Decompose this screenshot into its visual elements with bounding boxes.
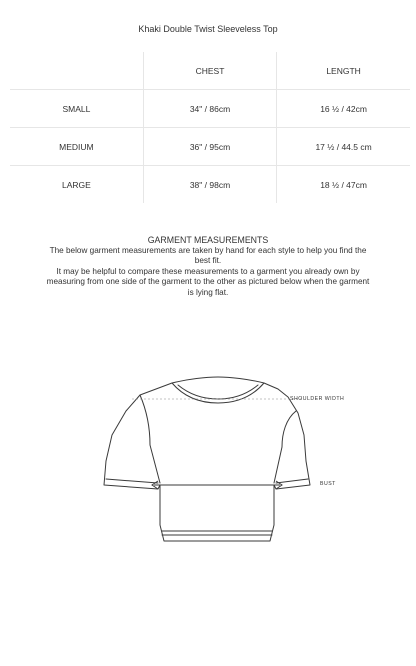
table-row	[10, 128, 410, 166]
chest-cell: 36" / 95cm	[143, 128, 276, 166]
size-cell: MEDIUM	[10, 128, 143, 166]
table-header-cell	[10, 52, 143, 90]
size-cell: LARGE	[10, 166, 143, 204]
table-header-row	[10, 52, 410, 90]
chest-cell: 38" / 98cm	[143, 166, 276, 204]
bust-label: BUST	[320, 481, 336, 487]
measurement-notes	[45, 235, 371, 299]
size-cell: SMALL	[10, 90, 143, 128]
length-cell: 18 ½ / 47cm	[277, 166, 410, 204]
page-title: Khaki Double Twist Sleeveless Top	[138, 24, 278, 34]
collar-outer	[172, 383, 264, 403]
length-cell: 17 ½ / 44.5 cm	[277, 128, 410, 166]
chest-cell: 34" / 86cm	[143, 90, 276, 128]
table-row	[10, 90, 410, 128]
length-cell: 16 ½ / 42cm	[277, 90, 410, 128]
bust-arrow	[152, 481, 282, 489]
right-armhole	[274, 411, 296, 483]
measurements-text-1: The below garment measurements are taken by hand for each style to help you find the best fit.	[49, 245, 367, 266]
garment-diagram	[88, 375, 348, 555]
measurements-text-2: It may be helpful to compare these measurements to a garment you already own by measuring from one side of the garment to the other as pictured below when the garment is lying flat.	[46, 266, 370, 297]
left-armhole	[140, 395, 160, 483]
table-header-length: LENGTH	[277, 52, 410, 90]
table-header-chest: CHEST	[143, 52, 276, 90]
right-sleeve-hem	[276, 479, 308, 483]
left-sleeve-hem	[106, 479, 158, 483]
shoulder-width-label: SHOULDER WIDTH	[290, 396, 345, 402]
table-row	[10, 166, 410, 204]
size-table	[10, 52, 410, 203]
measurements-heading: GARMENT MEASUREMENTS	[147, 235, 269, 245]
tshirt-illustration	[88, 375, 348, 555]
